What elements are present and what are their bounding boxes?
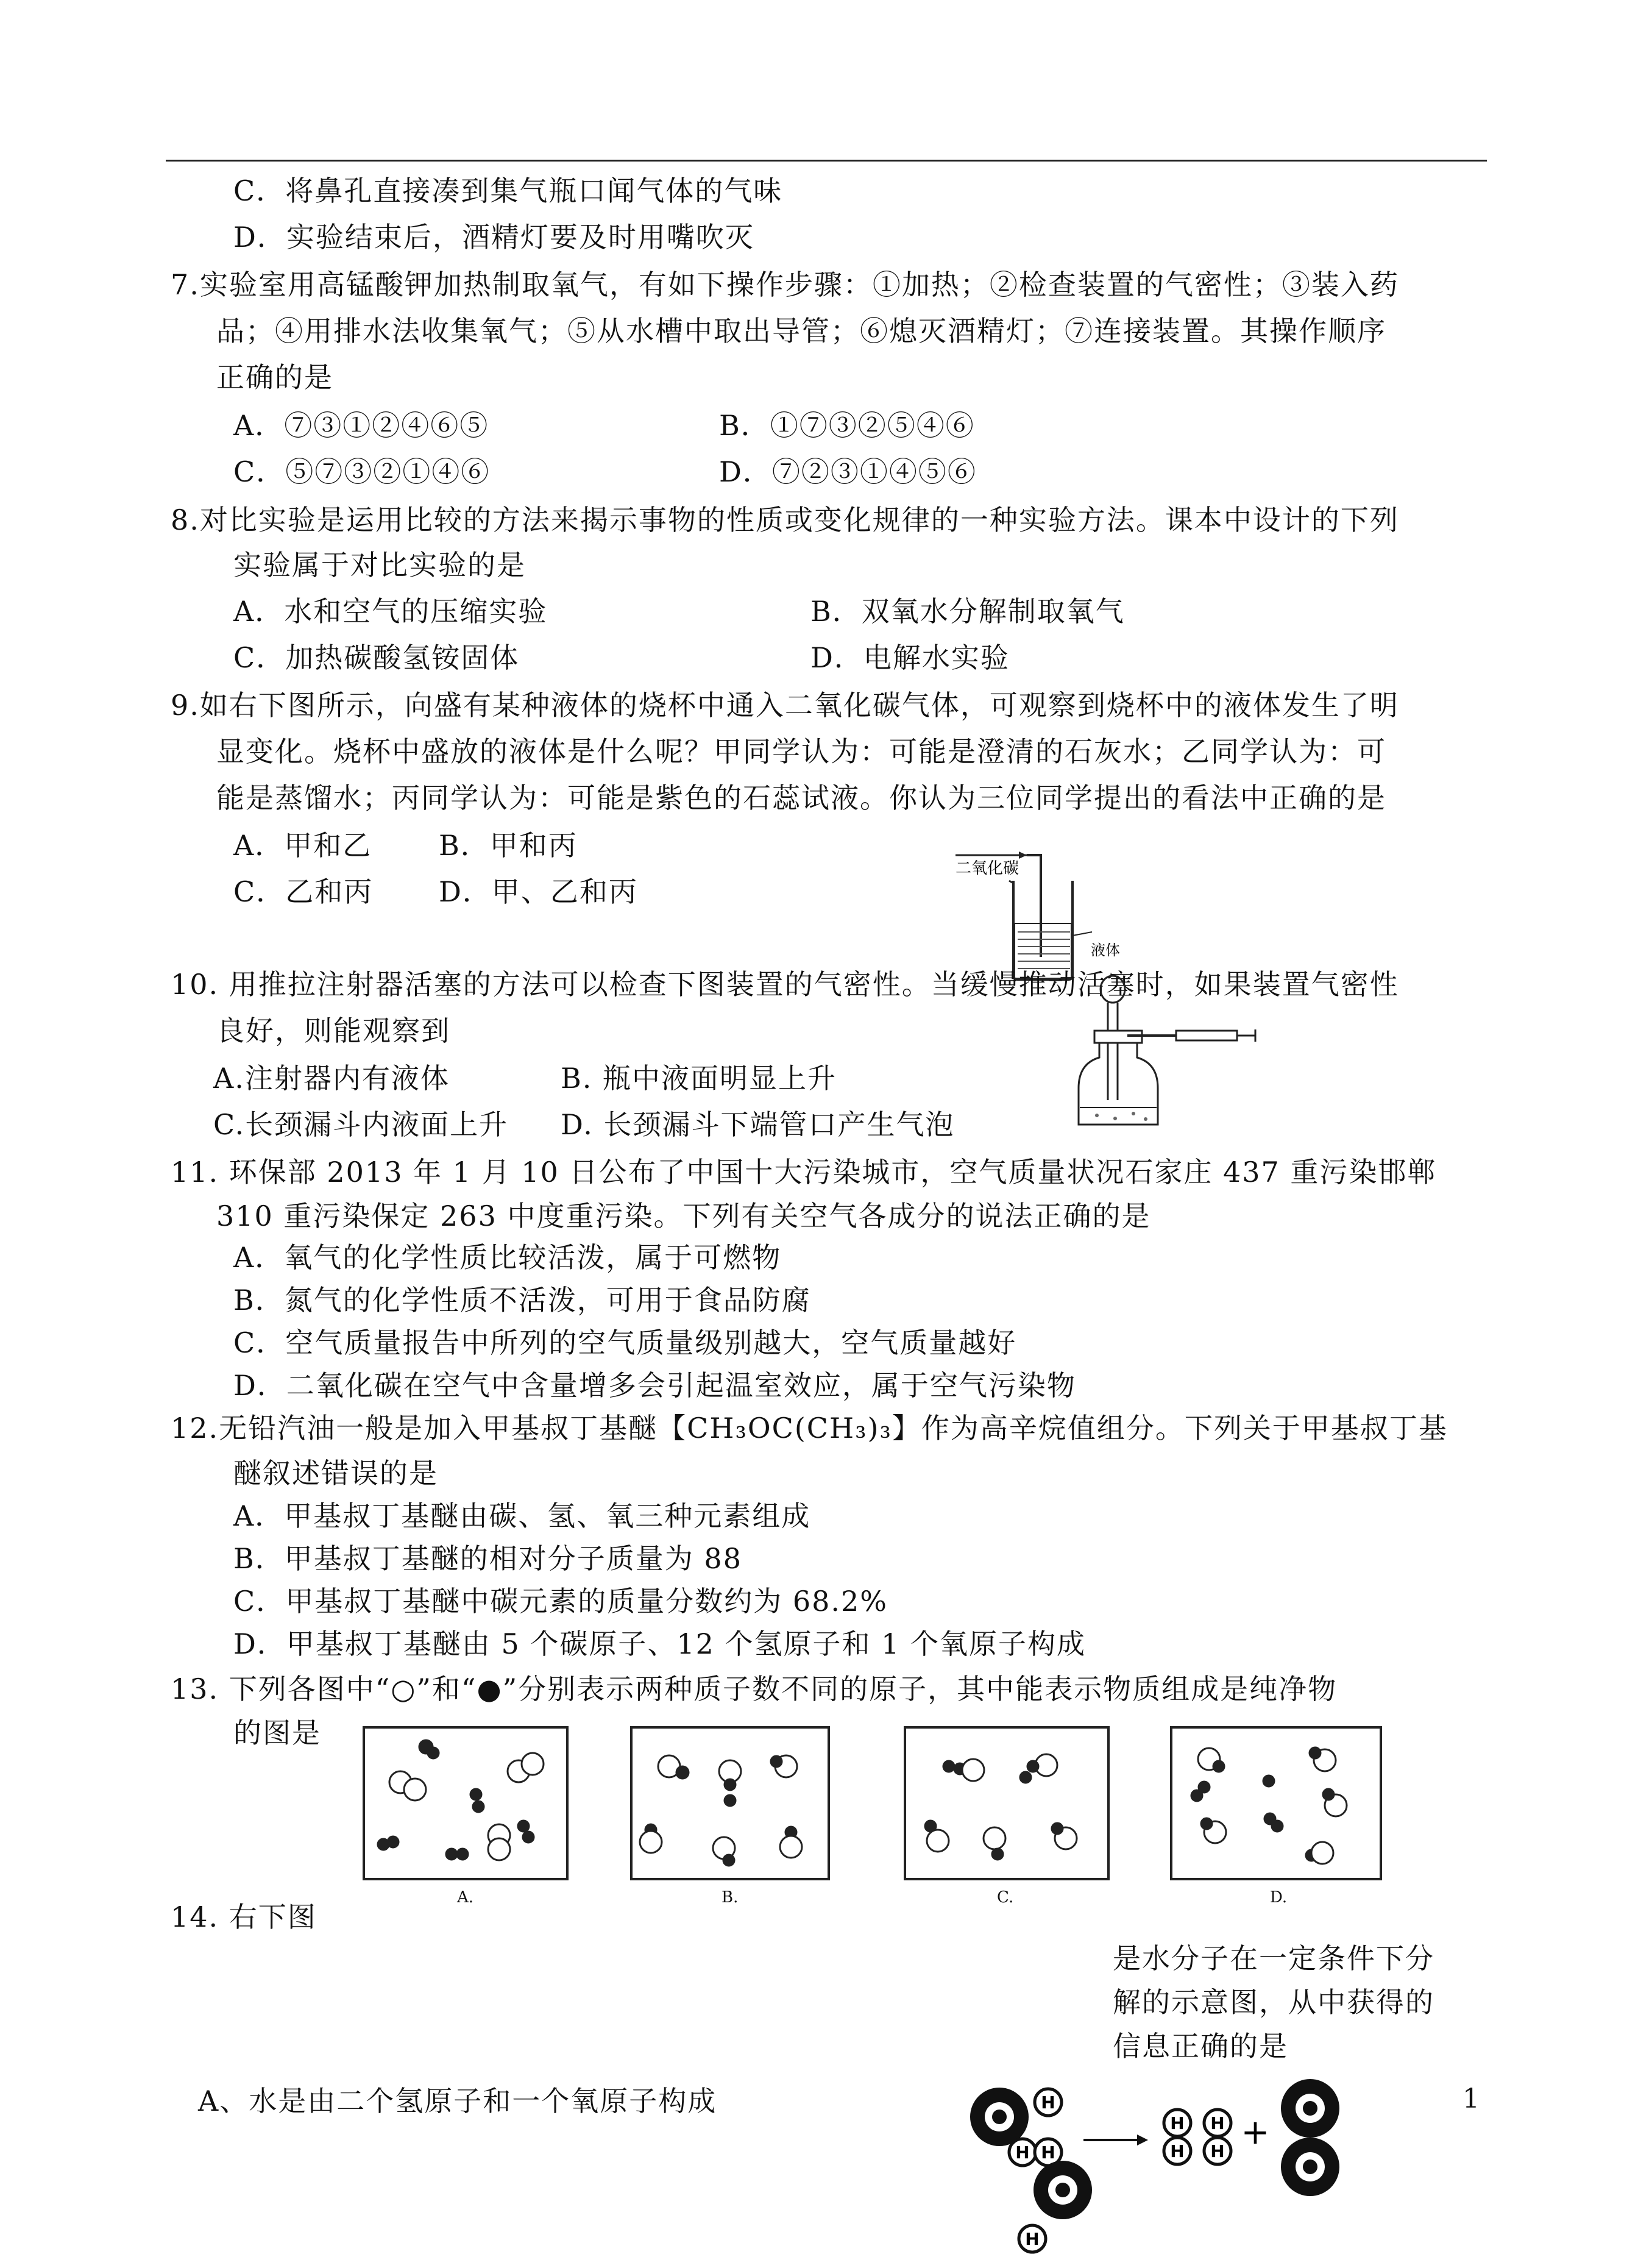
q11-stem-line2: 310 重污染保定 263 中度重污染。下列有关空气各成分的说法正确的是 — [216, 1200, 1151, 1232]
particle-diagram-d — [1172, 1729, 1380, 1878]
q7-option-c: C．⑤⑦③②①④⑥ — [233, 455, 491, 488]
h-atom-label: H — [1170, 2113, 1185, 2133]
q7-stem-line1: 7.实验室用高锰酸钾加热制取氧气，有如下操作步骤：①加热；②检查装置的气密性；③装入药 — [171, 268, 1399, 301]
q9-option-b: B．甲和丙 — [439, 829, 578, 862]
flask-syringe-figure — [1072, 972, 1268, 1131]
co2-label: 二氧化碳 — [956, 859, 1019, 878]
q7-option-d: D．⑦②③①④⑤⑥ — [719, 455, 977, 488]
q8-option-c: C．加热碳酸氢铵固体 — [233, 641, 520, 674]
beaker-co2-figure — [951, 850, 1133, 981]
q13-stem-line1: 13. 下列各图中“○”和“●”分别表示两种质子数不同的原子，其中能表示物质组成是纯净物 — [171, 1673, 1338, 1705]
q11-option-a: A．氧气的化学性质比较活泼，属于可燃物 — [233, 1241, 782, 1274]
q6-option-d: D．实验结束后，酒精灯要及时用嘴吹灭 — [233, 221, 754, 254]
q9-stem-line1: 9.如右下图所示，向盛有某种液体的烧杯中通入二氧化碳气体，可观察到烧杯中的液体发生了明 — [171, 689, 1399, 722]
q12-option-a: A．甲基叔丁基醚由碳、氢、氧三种元素组成 — [233, 1499, 811, 1532]
q12-option-d: D．甲基叔丁基醚由 5 个碳原子、12 个氢原子和 1 个氧原子构成 — [233, 1627, 1087, 1660]
particle-box-a — [363, 1726, 569, 1880]
q14-stem-line4: 信息正确的是 — [1113, 2030, 1288, 2063]
particle-box-b — [630, 1726, 830, 1880]
box-label-b: B. — [722, 1888, 739, 1907]
q8-stem-line2: 实验属于对比实验的是 — [233, 549, 526, 581]
q8-option-b: B．双氧水分解制取氧气 — [810, 595, 1125, 628]
q11-option-c: C．空气质量报告中所列的空气质量级别越大，空气质量越好 — [233, 1326, 1017, 1359]
header-rule — [166, 160, 1487, 162]
page-number: 1 — [1462, 2083, 1480, 2114]
q12-option-b: B．甲基叔丁基醚的相对分子质量为 88 — [233, 1542, 742, 1575]
h-atom-label: H — [1210, 2113, 1225, 2133]
q11-stem-line1: 11. 环保部 2013 年 1 月 10 日公布了中国十大污染城市，空气质量状况石家庄 437 重污染邯郸 — [171, 1156, 1437, 1189]
q7-stem-line2: 品；④用排水法收集氧气；⑤从水槽中取出导管；⑥熄灭酒精灯；⑦连接装置。其操作顺序 — [216, 315, 1386, 347]
water-decomposition-figure — [963, 2075, 1353, 2264]
q10-option-b: B. 瓶中液面明显上升 — [561, 1062, 837, 1095]
q10-option-c: C.长颈漏斗内液面上升 — [213, 1108, 509, 1141]
q14-option-a: A、水是由二个氢原子和一个氧原子构成 — [198, 2085, 717, 2117]
q7-stem-line3: 正确的是 — [216, 361, 333, 394]
q7-option-b: B．①⑦③②⑤④⑥ — [719, 409, 975, 442]
q9-option-d: D．甲、乙和丙 — [439, 875, 638, 908]
h-atom-label: H — [1170, 2141, 1185, 2161]
h-atom-label: H — [1210, 2141, 1225, 2161]
particle-diagram-c — [906, 1729, 1107, 1878]
q7-option-a: A．⑦③①②④⑥⑤ — [233, 409, 489, 442]
box-label-d: D. — [1270, 1888, 1288, 1907]
liquid-label: 液体 — [1091, 942, 1120, 959]
q8-option-a: A．水和空气的压缩实验 — [233, 595, 548, 628]
q9-stem-line3: 能是蒸馏水；丙同学认为：可能是紫色的石蕊试液。你认为三位同学提出的看法中正确的是 — [216, 781, 1386, 814]
q8-option-d: D．电解水实验 — [810, 641, 1010, 674]
q14-stem-line2: 是水分子在一定条件下分 — [1113, 1942, 1434, 1975]
q8-stem-line1: 8.对比实验是运用比较的方法来揭示事物的性质或变化规律的一种实验方法。课本中设计的下列 — [171, 503, 1399, 536]
h-atom-label: H — [1041, 2092, 1055, 2113]
q10-stem-line2: 良好，则能观察到 — [216, 1014, 450, 1047]
q9-option-a: A．甲和乙 — [233, 829, 372, 862]
q10-option-a: A.注射器内有液体 — [213, 1062, 450, 1095]
q14-stem-line3: 解的示意图，从中获得的 — [1113, 1986, 1434, 2019]
particle-diagram-a — [365, 1729, 566, 1878]
q9-option-c: C．乙和丙 — [233, 875, 374, 908]
q11-option-b: B．氮气的化学性质不活泼，可用于食品防腐 — [233, 1284, 811, 1317]
q10-option-d: D. 长颈漏斗下端管口产生气泡 — [561, 1108, 955, 1141]
particle-box-d — [1170, 1726, 1382, 1880]
q11-option-d: D．二氧化碳在空气中含量增多会引起温室效应，属于空气污染物 — [233, 1369, 1076, 1402]
plus-sign: + — [1241, 2113, 1270, 2152]
q14-stem-start: 14. 右下图 — [171, 1900, 317, 1933]
particle-diagram-b — [633, 1729, 828, 1878]
h-atom-label: H — [1041, 2142, 1055, 2163]
particle-box-c — [904, 1726, 1110, 1880]
box-label-c: C. — [997, 1888, 1014, 1907]
h-atom-label: H — [1015, 2142, 1030, 2163]
q9-stem-line2: 显变化。烧杯中盛放的液体是什么呢？甲同学认为：可能是澄清的石灰水；乙同学认为：可 — [216, 735, 1386, 768]
q10-stem-line1: 10. 用推拉注射器活塞的方法可以检查下图装置的气密性。当缓慢推动活塞时，如果装置气密性 — [171, 968, 1399, 1001]
q13-stem-line2: 的图是 — [233, 1716, 321, 1749]
h-atom-label: H — [1025, 2229, 1040, 2249]
q12-option-c: C．甲基叔丁基醚中碳元素的质量分数约为 68.2% — [233, 1585, 888, 1618]
box-label-a: A. — [457, 1888, 474, 1907]
q6-option-c: C．将鼻孔直接凑到集气瓶口闻气体的气味 — [233, 174, 783, 207]
q12-stem-line1: 12.无铅汽油一般是加入甲基叔丁基醚【CH₃OC(CH₃)₃】作为高辛烷值组分。下列关于甲基叔丁基 — [171, 1412, 1448, 1445]
q12-stem-line2: 醚叙述错误的是 — [233, 1457, 438, 1490]
